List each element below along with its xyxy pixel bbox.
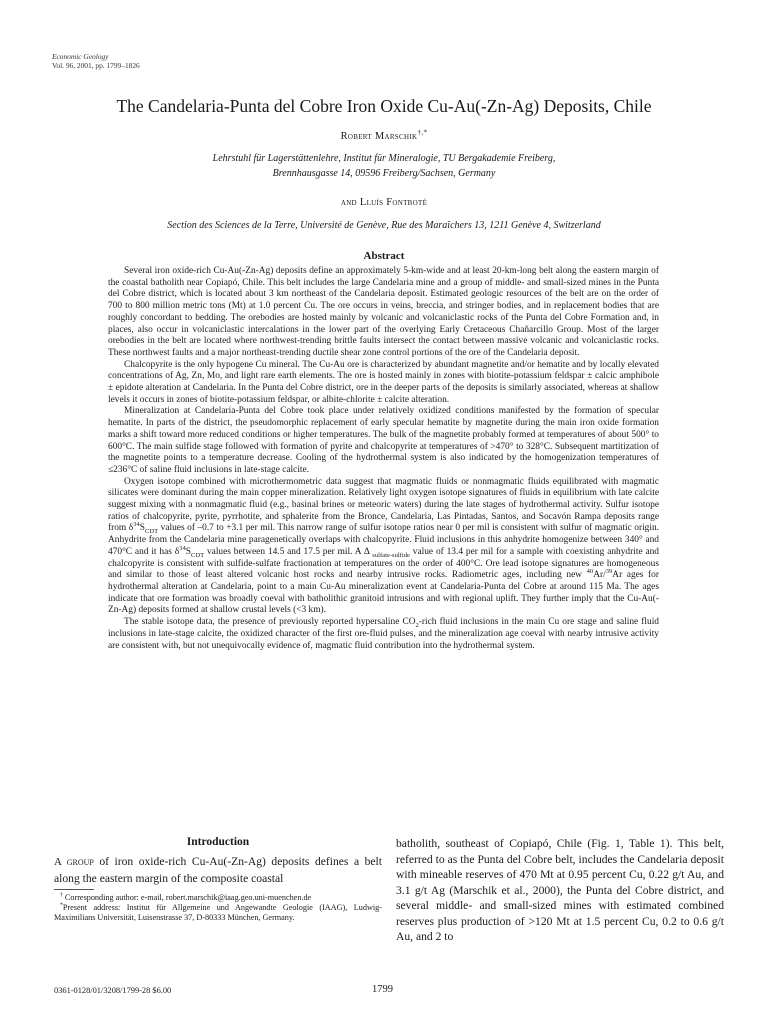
author-2-name: Lluís Fontboté (359, 197, 428, 208)
abstract-paragraph (108, 477, 659, 617)
affiliation-line-2: Brennhausgasse 14, 09596 Freiberg/Sachsen, Germany (272, 168, 496, 179)
introduction-text (54, 854, 382, 886)
text-span: -rich fluid inclusions in the main Cu ore stage and saline fluid inclusions in late-stage calcite, the oxidized character of the first ore-fluid pulses, and the mineralization age coeval with nearby intrusive activity are consistent with, but not unequivocally evidence of, magmatic fluid contribution into the hydrothermal system. (108, 617, 659, 651)
superscript: 40 (586, 568, 594, 576)
abstract-paragraph: Several iron oxide-rich Cu-Au(-Zn-Ag) deposits define an approximately 5-km-wide and at least 20-km-long belt along the eastern margin of the coastal batholith near Copiapó, Chile. This belt includes the large Candelaria mine and a group of middle- and small-sized mines in the Punta del Cobre district, which is located about 3 km northeast of the Candelaria deposit. Estimated geologic resources of the belt are on the order of 700 to 800 million metric tons (Mt) at 1.0 percent Cu. The ore occurs in veins, breccia, and stringer bodies, and in replacement bodies that are roughly concordant to bedding. The orebodies are hosted mainly by volcanic and volcaniclastic rocks of the Punta del Cobre Formation and, in places, also occur in volcaniclastic intercalations in the lower part of the overlying Early Cretaceous Chañarcillo Group. Most of the larger orebodies in the belt are located where northwest-trending brittle faults intersect the contact between massive volcanic and volcaniclastic rocks. These northwest faults and a major northeast-trending ductile shear zone control portions of the ore of the Candelaria deposit. (108, 266, 659, 358)
journal-name: Economic Geology (52, 52, 109, 61)
text-span: value of 13.4 per mil for a sample with coexisting anhydrite and chalcopyrite is consistent with sulfide-sulfate fractionation at temperatures on the order of 400°C. Ore lead isotope signatures are homogeneous and similar to those of least altered volcanic host rocks and nearby intrusive rocks. Radiometric ages, including new (108, 546, 659, 581)
author-1 (40, 127, 728, 142)
subscript: 2 (415, 621, 419, 629)
journal-header (52, 52, 140, 70)
abstract-paragraph: Mineralization at Candelaria-Punta del Cobre took place under relatively oxidized conditions manifested by the formation of specular hematite. In parts of the district, the pseudomorphic replacement of early specular hematite by magnetite during the main iron oxide formation marks a shift toward more reduced conditions or higher temperatures. The bulk of the magnetite probably formed at temperatures of about 500° to 600°C. The main sulfide stage followed with formation of pyrite and chalcopyrite at temperatures of >470° to 328°C. Subsequent martitization of the magnetite points to a temperature decrease. Cooling of the hydrothermal system is also indicated by the homogenization temperatures of ≤236°C of saline fluid inclusions in late-stage calcite. (108, 406, 659, 475)
superscript: 39 (605, 568, 613, 576)
footnote-1 (54, 893, 382, 903)
text-span: The stable isotope data, the presence of previously reported hypersaline CO (124, 617, 416, 628)
abstract-paragraph (108, 617, 659, 652)
introduction-heading: Introduction (186, 836, 250, 848)
author-2-affiliation: Section des Sciences de la Terre, Université de Genève, Rue des Maraîchers 13, 1211 Genève 4, Switzerland (167, 220, 601, 231)
subscript: CDT (144, 528, 159, 536)
text-span: S (139, 523, 145, 534)
text-span: values between 14.5 and 17.5 per mil. A Δ (204, 546, 373, 557)
text-span: Oxygen isotope combined with microthermometric data suggest that magmatic fluids or nonmagmatic fluids equilibrated with magmatic silicates were dominant during the main copper mineralization. Relatively light oxygen isotope signatures of fluids in equilibrium with late calcite suggest mixing with a nonmagmatic fluid (e.g., basinal brines or meteoric waters) during the late stages of hydrothermal activity. Sulfur isotope ratios of chalcopyrite, pyrite, pyrrhotite, and sphalerite from the Bronce, Candelaria, Las Pintadas, Santos, and Socavón Rampa deposits range from δ (108, 476, 659, 534)
abstract (108, 266, 659, 652)
footnote-mark: * (60, 902, 63, 909)
subscript: sulfate-sulfide (372, 551, 410, 559)
text-span: Ar/ (593, 570, 606, 581)
superscript: 34 (179, 544, 186, 552)
abstract-paragraph: Chalcopyrite is the only hypogene Cu mineral. The Cu-Au ore is characterized by abundant magnetite and/or hematite and by locally elevated concentrations of Ag, Zn, Mo, and light rare earth elements. The ore is hosted mainly in zones with biotite-potassium feldspar ± calcic amphibole ± epidote alteration at Candelaria. In the Punta del Cobre district, ore in the deeper parts of the deposits is similarly associated, whereas at shallow levels it occurs in zones of biotite-potassium feldspar, or albite-chlorite ± calcite alteration. (108, 359, 659, 405)
author-1-name: Robert Marschik (340, 131, 418, 142)
right-column: batholith, southeast of Copiapó, Chile (Fig. 1, Table 1). This belt, referred to as the Punta del Cobre belt, includes the Candelaria deposit with mineable reserves of 470 Mt at 0.95 percent Cu, 0.22 g/t Au, and 3.1 g/t Ag (Marschik et al., 2000), the Punta del Cobre district, and several middle- and small-sized mines with estimated combined reserves plus production of >120 Mt at 1.5 percent Cu, 0.2 to 0.6 g/t Au, and 2 to (396, 837, 724, 943)
paper-title: The Candelaria-Punta del Cobre Iron Oxide Cu-Au(-Zn-Ag) Deposits, Chile (116, 96, 652, 116)
footnote-rule (54, 889, 94, 890)
affiliation-line-1: Lehrstuhl für Lagerstättenlehre, Institut für Mineralogie, TU Bergakademie Freiberg, (212, 153, 556, 164)
text-span: Present address: Institut für Allgemeine und Angewandte Geologie (IAAG), Ludwig-Maximilians Universität, Luisenstrasse 37, D-80333 München, Germany. (54, 903, 382, 922)
text-span: values of –0.7 to +3.1 per mil. This narrow range of sulfur isotope ratios near 0 per mil is consistent with sulfur of magmatic origin. Anhydrite from the Candelaria mine paragenetically overlaps with chalcopyrite. Fluid inclusions in this anhydrite homogenize between 340° and 470°C and it has δ (108, 523, 659, 557)
lead-in: A group (54, 856, 94, 868)
author-1-affiliation (40, 151, 728, 181)
text-span: Corresponding author: e-mail, robert.marschik@iaag.geo.uni-muenchen.de (62, 893, 312, 902)
journal-volume: Vol. 96, 2001, pp. 1799–1826 (52, 61, 140, 70)
text-span: Ar ages for hydrothermal alteration at Candelaria, point to a main Cu-Au mineralization event at Candelaria-Punta del Cobre at around 115 Ma. The ages indicate that ore formation was broadly coeval with batholithic granitoid intrusions and with regional uplift. They further imply that the Cu-Au(-Zn-Ag) deposits formed at shallow crustal levels (<3 km). (108, 570, 659, 616)
subscript: CDT (190, 551, 205, 559)
footnote-mark: † (60, 892, 63, 899)
footer-code: 0361-0128/01/3208/1799-28 $6.00 (54, 986, 172, 995)
footnote-2 (54, 903, 382, 923)
author-2 (40, 197, 728, 208)
author-1-marks: †,* (417, 127, 428, 137)
left-column (54, 836, 382, 923)
text-span: S (185, 546, 191, 557)
abstract-heading: Abstract (363, 250, 405, 262)
page-number: 1799 (372, 984, 393, 995)
text-span: of iron oxide-rich Cu-Au(-Zn-Ag) deposits defines a belt along the eastern margin of the composite coastal (54, 855, 382, 885)
superscript: 34 (133, 521, 140, 529)
author-connector: and (340, 197, 357, 208)
